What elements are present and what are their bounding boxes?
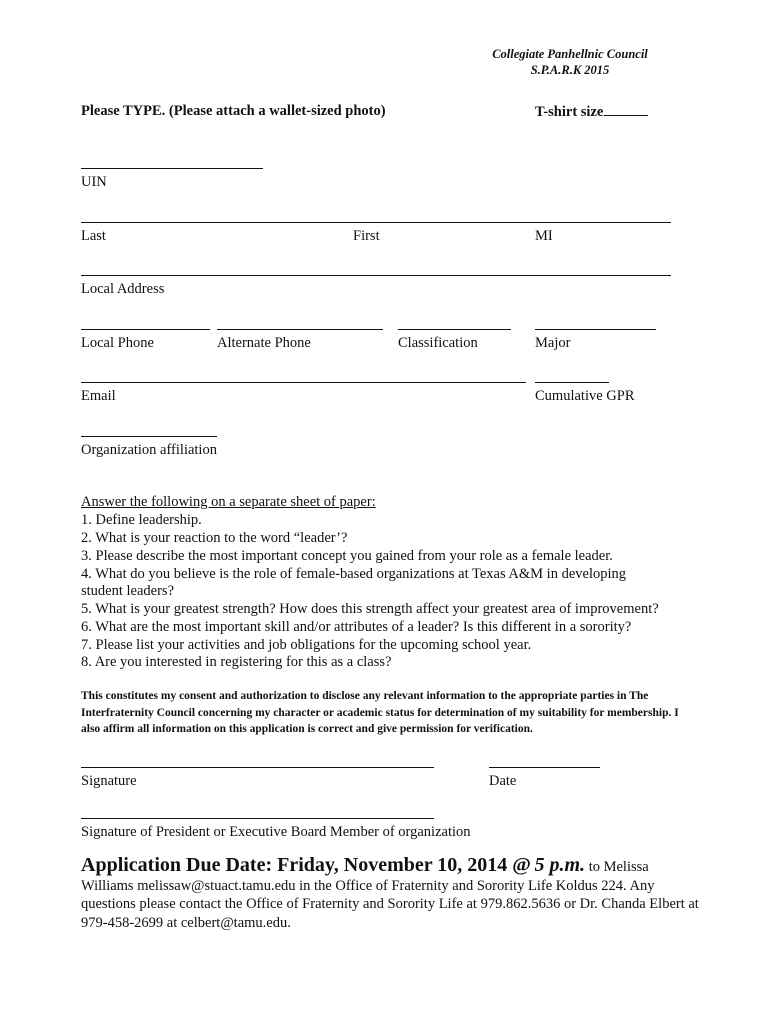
gpr-line[interactable] — [535, 382, 609, 383]
major-line[interactable] — [535, 329, 656, 330]
classification-label: Classification — [398, 335, 478, 351]
tshirt-size-field[interactable] — [535, 103, 648, 121]
type-instruction: Please TYPE. (Please attach a wallet-sized photo) — [81, 103, 386, 119]
local-phone-label: Local Phone — [81, 335, 154, 351]
question-item: 8. Are you interested in registering for this as a class? — [81, 654, 392, 670]
due-date-notice — [81, 856, 701, 932]
signature-line[interactable] — [81, 767, 434, 768]
alternate-phone-line[interactable] — [217, 329, 383, 330]
question-item: 6. What are the most important skill and/or attributes of a leader? Is this different in a sorority? — [81, 619, 632, 635]
program-name: S.P.A.R.K 2015 — [530, 63, 610, 77]
email-label: Email — [81, 388, 116, 404]
question-item: 4. What do you believe is the role of female-based organizations at Texas A&M in developing — [81, 566, 627, 582]
last-name-label: Last — [81, 228, 106, 244]
tshirt-size-label: T-shirt size — [535, 104, 604, 120]
questions-intro: Answer the following on a separate sheet of paper: — [81, 494, 376, 510]
question-item: 1. Define leadership. — [81, 512, 202, 528]
question-item: 5. What is your greatest strength? How does this strength affect your greatest area of improvement? — [81, 601, 659, 617]
president-signature-label: Signature of President or Executive Board Member of organization — [81, 824, 471, 840]
form-header — [470, 46, 670, 78]
council-name: Collegiate Panhellnic Council — [492, 47, 648, 61]
alternate-phone-label: Alternate Phone — [217, 335, 311, 351]
signature-label: Signature — [81, 773, 137, 789]
major-label: Major — [535, 335, 571, 351]
question-item: 2. What is your reaction to the word “leader’? — [81, 530, 348, 546]
question-item: 3. Please describe the most important concept you gained from your role as a female leader. — [81, 548, 613, 564]
uin-line[interactable] — [81, 168, 263, 169]
due-contact-text: to Melissa Williams melissaw@stuact.tamu.edu in the Office of Fraternity and Sorority Life Koldus 224. Any questions please contact the Office of Fraternity and Sorority Life at 979.862.5636 or Dr. Chanda Elbert at 979-458-2699 at celbert@tamu.edu. — [81, 859, 699, 931]
local-address-label: Local Address — [81, 281, 165, 297]
middle-initial-label: MI — [535, 228, 553, 244]
name-line[interactable] — [81, 222, 671, 223]
local-phone-line[interactable] — [81, 329, 210, 330]
president-signature-line[interactable] — [81, 818, 434, 819]
question-item: student leaders? — [81, 583, 175, 599]
classification-line[interactable] — [398, 329, 511, 330]
organization-line[interactable] — [81, 436, 217, 437]
uin-label: UIN — [81, 174, 107, 190]
due-time: 5 p.m. — [534, 854, 586, 876]
address-line[interactable] — [81, 275, 671, 276]
due-date-heading: Application Due Date: Friday, November 10, 2014 @ — [81, 854, 531, 876]
date-label: Date — [489, 773, 517, 789]
date-line[interactable] — [489, 767, 600, 768]
consent-statement: This constitutes my consent and authorization to disclose any relevant information to the appropriate parties in The Interfraternity Council concerning my character or academic status for determination of my suitability for membership. I also affirm all information on this application is correct and give permission for verification. — [81, 690, 679, 735]
question-item: 7. Please list your activities and job obligations for the upcoming school year. — [81, 637, 532, 653]
organization-affiliation-label: Organization affiliation — [81, 442, 217, 458]
email-line[interactable] — [81, 382, 526, 383]
first-name-label: First — [353, 228, 380, 244]
gpr-label: Cumulative GPR — [535, 388, 635, 404]
tshirt-size-line — [604, 103, 648, 116]
